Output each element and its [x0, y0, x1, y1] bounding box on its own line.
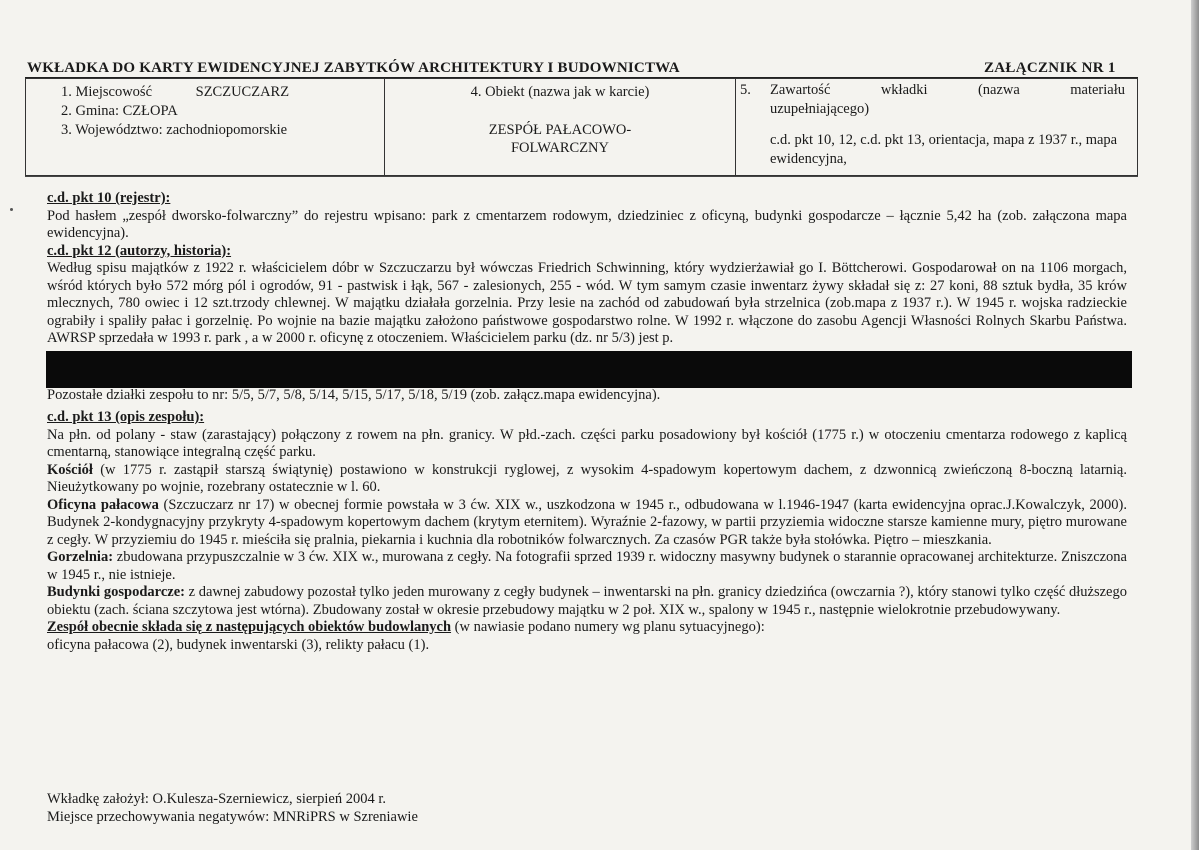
composition-list: oficyna pałacowa (2), budynek inwentarski (3), relikty pałacu (1).	[47, 636, 430, 653]
church-text: (w 1775 r. zastąpił starszą świątynię) postawiono w konstrukcji ryglowej, z wysokim 4-spadowym kopertowym dachem, z dzwonnicą zwieńczoną 8-boczną latarnią. Nieużytkowany po wojnie, rozebrany ostatecznie w l. 60.	[47, 461, 1127, 495]
farm-heading: Budynki gospodarcze:	[47, 584, 185, 600]
document-title: WKŁADKA DO KARTY EWIDENCYJNEJ ZABYTKÓW ARCHITEKTURY I BUDOWNICTWA	[27, 60, 680, 76]
object-box	[385, 78, 736, 176]
location-box	[25, 78, 385, 176]
commune-row: 2. Gmina: CZŁOPA	[61, 103, 178, 119]
composition-paragraph	[47, 619, 1127, 637]
section-12-text: Według spisu majątków z 1922 r. właścicielem dóbr w Szczuczarzu był wówczas Friedrich Schwinning, który wydzierżawiał go I. Böttcherowi. Gospodarował on na 1106 morgach, wśród których było 572 mórg pól i ogrodów, 91 - pastwisk i łąk, 567 - zalesionych, 255 - wód. W tym samym czasie inwentarz żywy składał się z: 27 koni, 88 sztuk bydła, 35 krów mlecznych, 780 owiec i 12 szt.trzody chlewnej. W majątku działała gorzelnia. Przy lesie na zachód od zabudowań była strzelnica (zob.mapa z 1937 r.). W 1945 r. wojska radzieckie ograbiły i spaliły pałac i gorzelnię. Po wojnie na bazie majątku założono państwowe gospodarstwo rolne. W 1992 r. włączone do zasobu Agencji Własności Rolnych Skarbu Państwa. AWRSP sprzedała w 1993 r. park , a w 2000 r. oficynę z otoczeniem. Właścicielem parku (dz. nr 5/3) jest p.	[47, 260, 1127, 346]
redacted-block	[46, 351, 1132, 388]
contents-label-line1: Zawartość wkładki (nazwa materiału	[770, 82, 1125, 98]
officina-paragraph	[47, 497, 1127, 550]
section-10-heading: c.d. pkt 10 (rejestr):	[47, 190, 171, 206]
margin-dot	[10, 208, 13, 211]
church-paragraph	[47, 462, 1127, 497]
composition-note: (w nawiasie podano numery wg planu sytuacyjnego):	[451, 619, 765, 635]
church-heading: Kościół	[47, 461, 93, 478]
place-value: SZCZUCZARZ	[195, 84, 290, 100]
footer-author: Wkładkę założył: O.Kulesza-Szerniewicz, sierpień 2004 r.	[47, 791, 387, 807]
box-rule	[25, 176, 1138, 177]
section-12-heading: c.d. pkt 12 (autorzy, historia):	[47, 242, 232, 259]
contents-box	[736, 78, 1138, 176]
section-12-plots: Pozostałe działki zespołu to nr: 5/5, 5/7, 5/8, 5/14, 5/15, 5/17, 5/18, 5/19 (zob. załącz.mapa ewidencyjna).	[47, 387, 661, 403]
officina-text: (Szczuczarz nr 17) w obecnej formie powstała w 3 ćw. XIX w., uszkodzona w 1945 r., odbudowana w l.1946-1947 (karta ewidencyjna oprac.J.Kowalczyk, 2000). Budynek 2-kondygnacyjny przykryty 4-spadowym kopertowym dachem (krytym eternitem). Wyraźnie 2-fazowy, w partii przyziemia widoczne starsze kamienne mury, piętro murowane z cegły. W przyziemiu do 1945 r. mieściła się pralnia, piekarnia i kuchnia dla robotników folwarcznych. Za czasów PGR także była stołówka. Piętro – mieszkania.	[47, 496, 1128, 548]
composition-heading: Zespół obecnie składa się z następujących obiektów budowlanych	[47, 619, 452, 635]
description-content	[47, 409, 1127, 654]
contents-list: c.d. pkt 10, 12, c.d. pkt 13, orientacja, mapa z 1937 r., mapa ewidencyjna,	[770, 132, 1118, 167]
object-name-line1: ZESPÓŁ PAŁACOWO-	[488, 122, 632, 138]
footer-storage: Miejsce przechowywania negatywów: MNRiPRS w Szreniawie	[47, 809, 418, 825]
farm-text: z dawnej zabudowy pozostał tylko jeden murowany z cegły budynek – inwentarski na płn. granicy dziedzińca (owczarnia ?), który stanowi tylko część dłuższego obiektu (zach. ściana szczytowa jest wtórna). Zbudowany został w okresie przebudowy majątku w 2 poł. XIX w., spalony w 1945 r., następnie wielokrotnie przebudowywany.	[47, 584, 1127, 618]
footer	[47, 790, 418, 826]
section-10-text: Pod hasłem „zespół dworsko-folwarczny” do rejestru wpisano: park z cmentarzem rodowym, dziedziniec z oficyną, budynki gospodarcze – łącznie 5,42 ha (zob. załączona mapa ewidencyjna).	[47, 207, 1127, 241]
section-13-heading: c.d. pkt 13 (opis zespołu):	[47, 409, 205, 425]
farm-paragraph	[47, 584, 1127, 619]
distillery-heading: Gorzelnia:	[47, 549, 114, 565]
object-label: 4. Obiekt (nazwa jak w karcie)	[470, 84, 650, 100]
distillery-text: zbudowana przypuszczalnie w 3 ćw. XIX w., murowana z cegły. Na fotografii sprzed 1939 r. widoczny masywny budynek o starannie opracowanej architekturze. Zniszczona w 1945 r., nie istnieje.	[47, 549, 1127, 583]
main-content	[47, 190, 1127, 348]
place-row	[61, 83, 289, 102]
voivodeship-row: 3. Województwo: zachodniopomorskie	[61, 122, 288, 138]
annex-label: ZAŁĄCZNIK NR 1	[984, 60, 1116, 76]
page-edge	[1191, 0, 1199, 850]
object-name	[395, 121, 725, 157]
object-name-line2: FOLWARCZNY	[510, 140, 609, 156]
contents-number: 5.	[740, 82, 751, 98]
section-13-text: Na płn. od polany - staw (zarastający) połączony z rowem na płn. granicy. W płd.-zach. części parku posadowiony był kościół (1775 r.) w otoczeniu cmentarza rodowego z kaplicą cmentarną, stanowiące integralną część parku.	[47, 426, 1127, 460]
place-label: 1. Miejscowość	[61, 84, 153, 100]
officina-heading: Oficyna pałacowa	[47, 496, 159, 513]
contents-label-line2: uzupełniającego)	[770, 101, 870, 117]
distillery-paragraph	[47, 549, 1127, 584]
